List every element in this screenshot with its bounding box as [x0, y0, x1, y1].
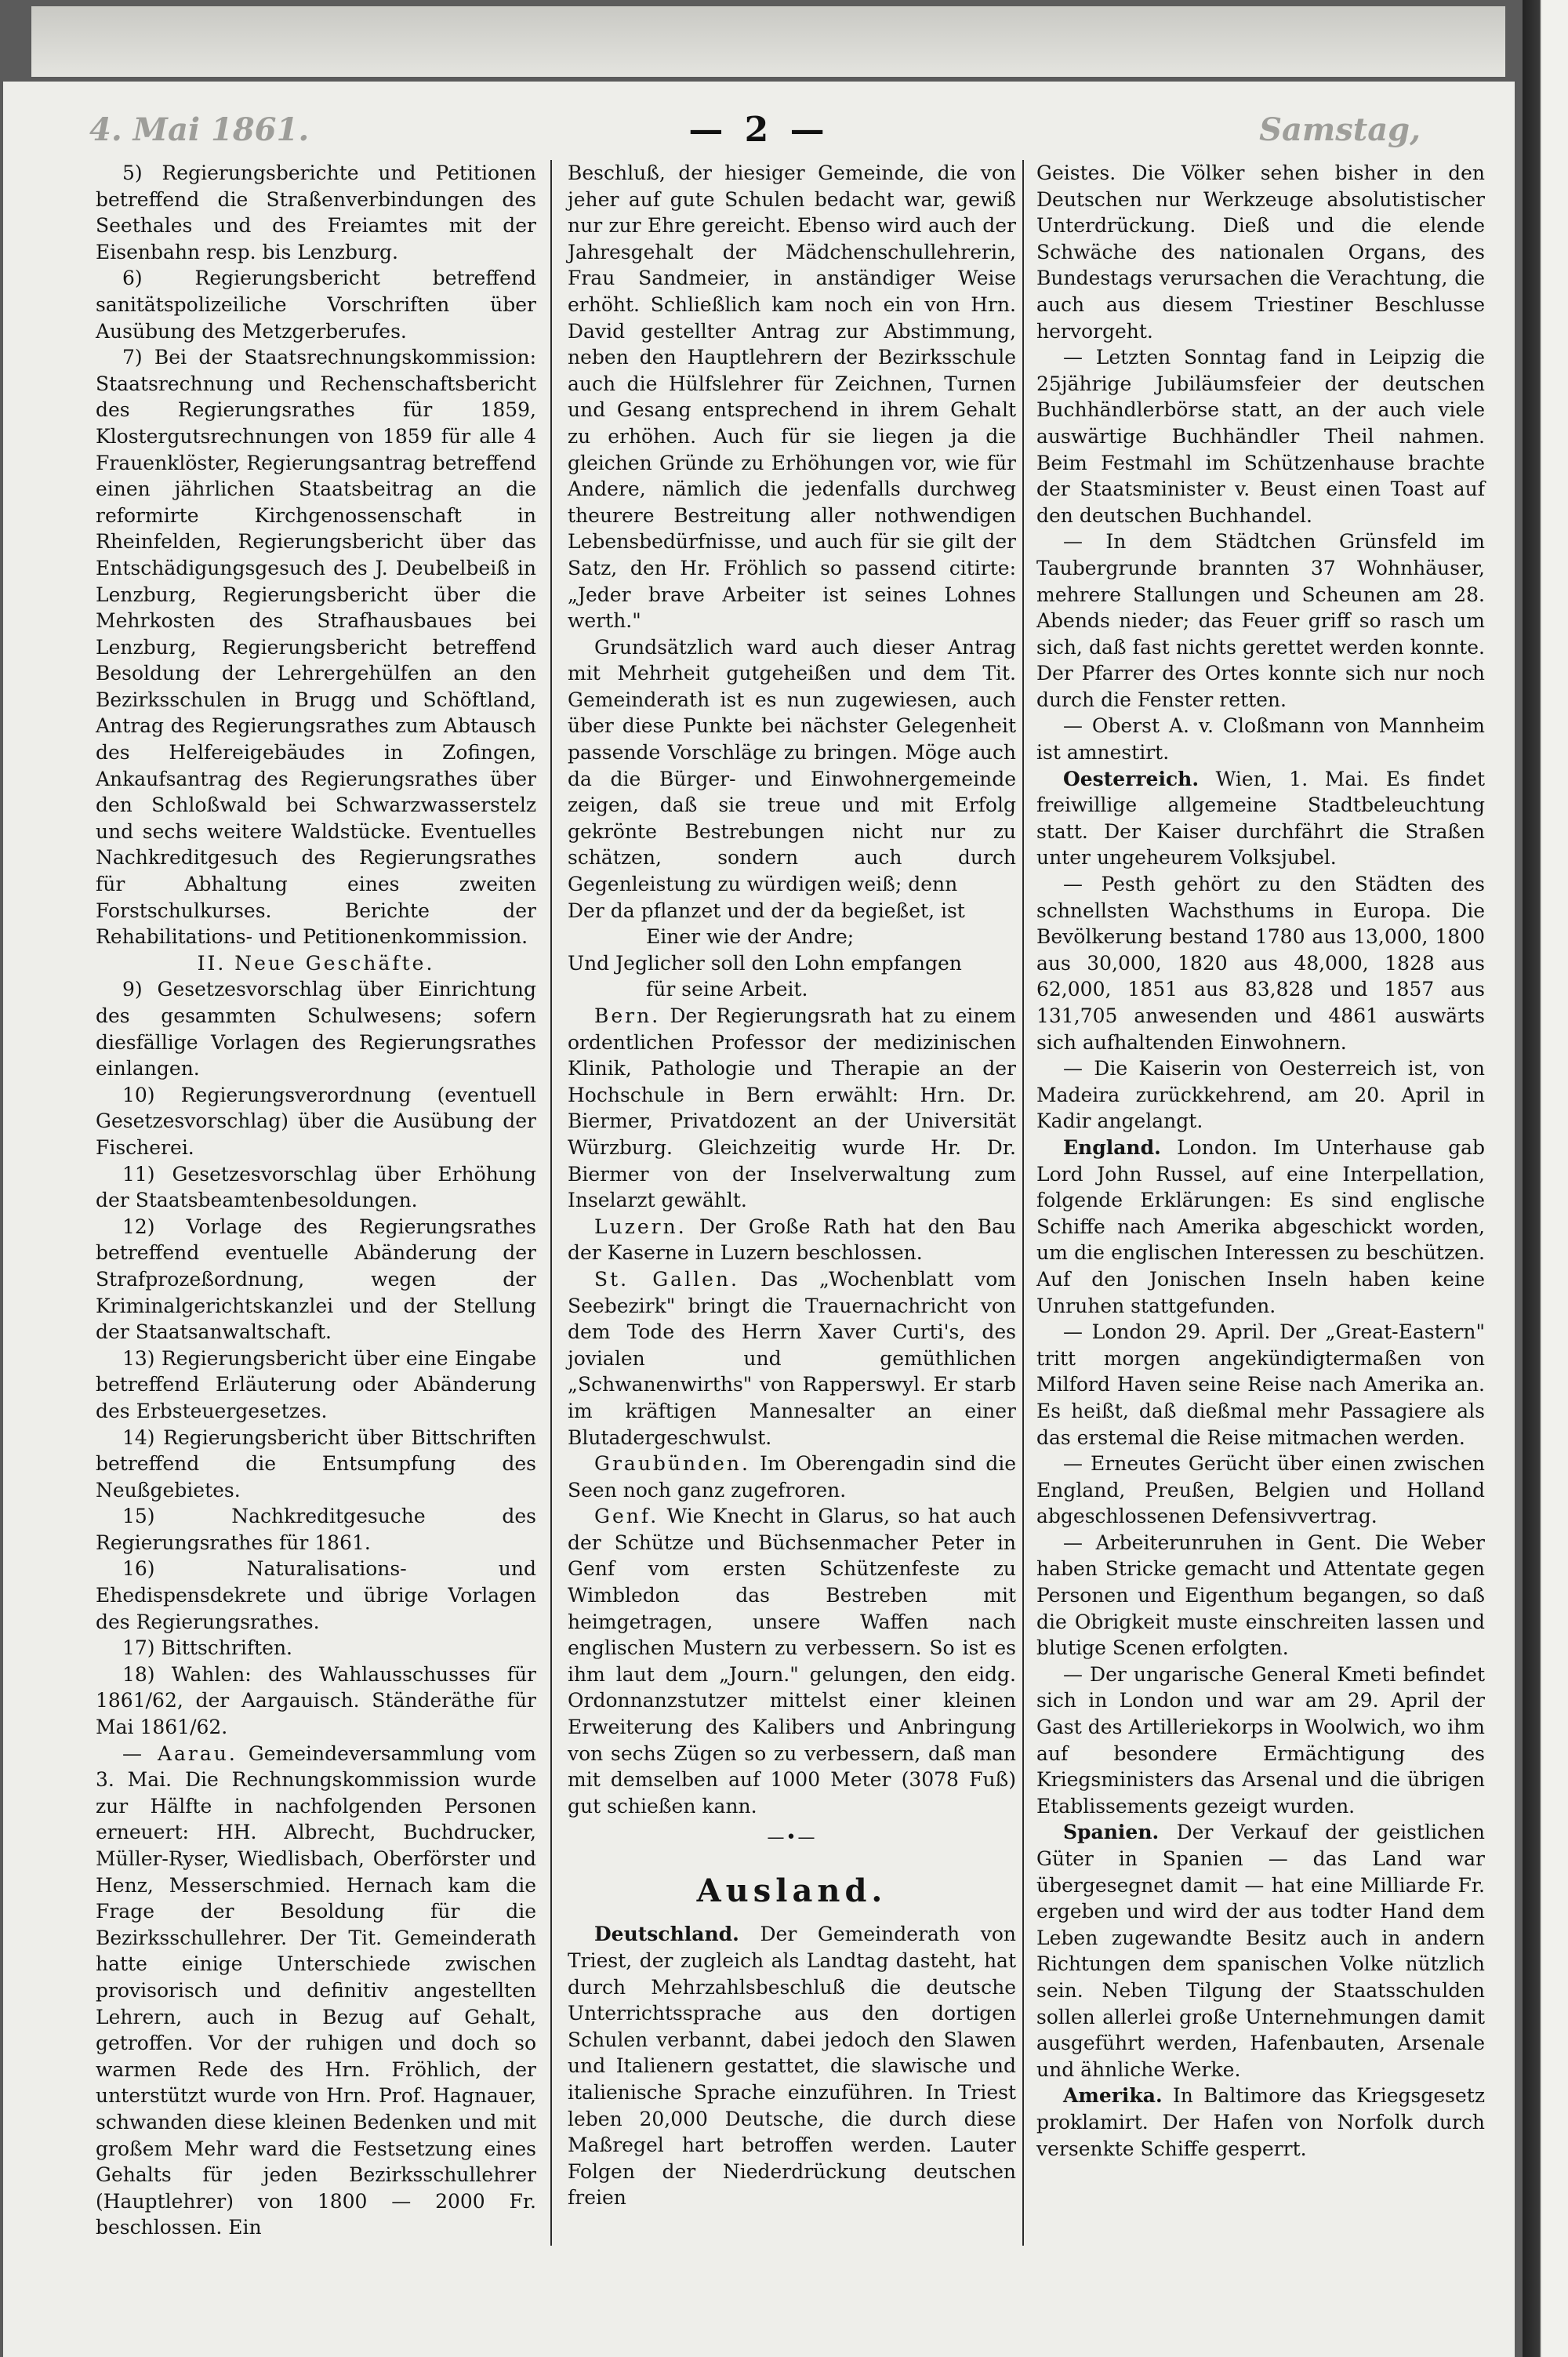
luzern-article — [568, 1214, 1016, 1266]
spanien-heading: Spanien. — [1063, 1821, 1160, 1844]
bleed-through-date: 4. Mai 1861. — [89, 111, 310, 148]
aarau-decision: Grundsätzlich ward auch dieser Antrag mit Mehrheit gutgeheißen und dem Tit. Gemeinderath ist es nun zugewiesen, auch über diese Punkte bei nächster Gelegenheit passende Vorschläge zu bringen. Möge auch da die Bürger- und Einwohnergemeinde zeigen, daß sie treue und mit Erfolg gekrönte Bestrebungen nicht nur zu schätzen, sondern auch durch Gegenleistung zu würdigen weiß; denn — [568, 635, 1016, 896]
verse-line-3: Und Jeglicher soll den Lohn empfangen — [568, 951, 962, 975]
genf-article — [568, 1503, 1016, 1819]
verse-line-4: für seine Arbeit. — [646, 978, 808, 1001]
bern-text: Der Regierungsrath hat zu einem ordentlichen Professor der medizinischen Klinik, Pathologie und Therapie an der Hochschule in Bern erwählt: Hrn. Dr. Biermer, Privatdozent an der Universität Würzburg. Gleichzeitig wurde Hr. Dr. Biermer von der Inselverwaltung zum Inselarzt gewählt. — [568, 1004, 1016, 1212]
agenda-item-9: 9) Gesetzesvorschlag über Einrichtung des gesammten Schulwesens; sofern diesfällige Vorlagen des Regierungsrathes einlangen. — [96, 978, 536, 1080]
amerika-article — [1036, 2083, 1485, 2162]
agenda-item-12: 12) Vorlage des Regierungsrathes betreffend eventuelle Abänderung der Strafprozeßordnung, wegen der Kriminalgerichtskanzlei und der Stellung der Staatsanwaltschaft. — [96, 1215, 536, 1344]
st-gallen-dateline: St. Gallen. — [594, 1267, 739, 1291]
gruensfeld-article: — In dem Städtchen Grünsfeld im Taubergrunde brannten 37 Wohnhäuser, mehrere Stallungen und Scheunen am 28. Abends nieder; das Feuer griff so rasch um sich, daß fast nichts gerettet werden konnte. Der Pfarrer des Ortes konnte sich nur noch durch die Fenster retten. — [1036, 530, 1485, 711]
page-number: — 2 — — [688, 110, 829, 150]
section-divider: —•— — [767, 1828, 817, 1848]
bern-article — [568, 1003, 1016, 1214]
genf-dateline: Genf. — [594, 1505, 659, 1528]
defensive-treaty-article: — Erneutes Gerücht über einen zwischen England, Preußen, Belgien und Holland abgeschlossenen Defensivvertrag. — [1036, 1452, 1485, 1528]
agenda-item-17: 17) Bittschriften. — [122, 1636, 292, 1660]
spanien-article — [1036, 1819, 1485, 2083]
agenda-item-11: 11) Gesetzesvorschlag über Erhöhung der Staatsbeamtenbesoldungen. — [96, 1162, 536, 1212]
aarau-continued: Beschluß, der hiesiger Gemeinde, die von jeher auf gute Schulen bedacht war, gewiß nur zur Ehre gereicht. Ebenso wird auch der Jahresgehalt der Mädchenschullehrerin, Frau Sandmeier, in anständiger Weise erhöht. Schließlich kam noch ein von Hrn. David gestellter Antrag zur Abstimmung, neben den Hauptlehrern der Bezirksschule auch die Hülfslehrer für Zeichnen, Turnen und Gesang entsprechend in ihrem Gehalt zu erhöhen. Auch für sie liegen ja die gleichen Gründe zu Erhöhungen vor, wie für Andere, nämlich die jedenfalls durchweg theurere Bestreitung aller nothwendigen Lebensbedürfnisse, und auch für sie gilt der Satz, den Hr. Fröhlich so passend citirte: „Jeder brave Arbeiter ist seines Lohnes werth." — [568, 162, 1016, 633]
column-rule-1 — [550, 160, 552, 2246]
verse-line-1: Der da pflanzet und der da begießet, ist — [568, 899, 965, 922]
deutschland-heading: Deutschland. — [594, 1923, 739, 1946]
kmeti-article: — Der ungarische General Kmeti befindet sich in London und war am 29. April der Gast des Artilleriekorps in Woolwich, wo ihm auf besondere Ermächtigung des Kriegsministers das Arsenal und die übrigen Etablissements gezeigt wurden. — [1036, 1662, 1485, 1818]
amnesty-article: — Oberst A. v. Cloßmann von Mannheim ist amnestirt. — [1036, 714, 1485, 764]
agenda-item-7: 7) Bei der Staatsrechnungskommission: Staatsrechnung und Rechenschaftsbericht des Regierungsrathes für 1859, Klostergutsrechnungen von 1859 für alle 4 Frauenklöster, Regierungsantrag betreffend einen jährlichen Staatsbeitrag an die reformirte Kirchgenossenschaft in Rheinfelden, Regierungsbericht über das Entschädigungsgesuch des J. Deubelbeiß in Lenzburg, Regierungsbericht über die Mehrkosten des Strafhausbaues bei Lenzburg, Regierungsbericht betreffend Besoldung der Lehrergehülfen an den Bezirksschulen in Brugg und Schöftland, Antrag des Regierungsrathes zum Abtausch des Helfereigebäudes in Zofingen, Ankaufsantrag des Regierungsrathes über den Schloßwald bei Schwarzwasserstelz und sechs weitere Waldstücke. Eventuelles Nachkreditgesuch des Regierungsrathes für Abhaltung eines zweiten Forstschulkurses. Berichte der Rehabilitations- und Petitionenkommission. — [96, 346, 536, 949]
aarau-article — [96, 1741, 536, 2241]
ausland-heading: Ausland. — [696, 1872, 887, 1910]
luzern-dateline: Luzern. — [594, 1215, 687, 1238]
agenda-item-13: 13) Regierungsbericht über eine Eingabe betreffend Erläuterung oder Abänderung des Erbsteuergesetzes. — [96, 1346, 536, 1422]
aarau-dateline: — Aarau. — [122, 1741, 238, 1765]
st-gallen-text: Das „Wochenblatt vom Seebezirk" bringt die Trauernachricht von dem Tode des Herrn Xaver Curti's, des jovialen und gemüthlichen „Schwanenwirths" von Rapperswyl. Er starb im kräftigen Mannesalter an einer Blutadergeschwulst. — [568, 1267, 1017, 1449]
agenda-item-10: 10) Regierungsverordnung (eventuell Gesetzesvorschlag) über die Ausübung der Fischerei. — [96, 1083, 536, 1159]
genf-text: Wie Knecht in Glarus, so hat auch der Schütze und Büchsenmacher Peter in Genf vom ersten Schützenfeste zu Wimbledon das Bestreben mit heimgetragen, unsere Waffen nach englischen Mustern zu verbessern. So ist es ihm laut dem „Journ." gelungen, den eidg. Ordonnanzstutzer mittelst einer kleinen Erweiterung des Kalibers und Anbringung von sechs Zügen so zu verbessern, daß man mit demselben auf 1000 Meter (3078 Fuß) gut schießen kann. — [568, 1505, 1016, 1818]
bern-dateline: Bern. — [594, 1004, 661, 1027]
section-heading-new-business: II. Neue Geschäfte. — [197, 951, 435, 975]
agenda-item-16: 16) Naturalisations- und Ehedispensdekrete und übrige Vorlagen des Regierungsrathes. — [96, 1557, 536, 1633]
luzern-text: Der Große Rath hat den Bau der Kaserne in Luzern beschlossen. — [568, 1215, 1016, 1265]
graubuenden-dateline: Graubünden. — [594, 1452, 750, 1476]
graubuenden-article — [568, 1451, 1016, 1503]
agenda-item-5: 5) Regierungsberichte und Petitionen betreffend die Straßenverbindungen des Seethales und des Freiamtes mit der Eisenbahn resp. bis Lenzburg. — [96, 162, 536, 263]
deutschland-text: Der Gemeinderath von Triest, der zugleich als Landtag dasteht, hat durch Mehrzahlsbeschluß die deutsche Unterrichtssprache aus den dortigen Schulen verbannt, dabei jedoch den Slawen und Italienern gestattet, die slawische und italienische Sprache einzuführen. In Triest leben 20,000 Deutsche, die durch diese Maßregel hart betroffen werden. Lauter Folgen der Niederdrückung deutschen freien — [568, 1923, 1016, 2210]
bleed-through-weekday: Samstag, — [1259, 111, 1421, 148]
england-article — [1036, 1135, 1485, 1319]
oesterreich-text: Wien, 1. Mai. Es findet freiwillige allgemeine Stadtbeleuchtung statt. Der Kaiser durchfährt die Straßen unter ungeheurem Volksjubel. — [1036, 767, 1485, 870]
leipzig-article: — Letzten Sonntag fand in Leipzig die 25jährige Jubiläumsfeier der deutschen Buchhändlerbörse statt, an der auch viele auswärtige Buchhändler Theil nahmen. Beim Festmahl im Schützenhause brachte der Staatsminister v. Beust einen Toast auf den deutschen Buchhandel. — [1036, 346, 1485, 527]
aarau-text: Gemeindeversammlung vom 3. Mai. Die Rechnungskommission wurde zur Hälfte in nachfolgenden Personen erneuert: HH. Albrecht, Buchdrucker, Müller-Ryser, Wiedlisbach, Oberförster und Henz, Messerschmied. Hernach kam die Frage der Besoldung für die Bezirksschullehrer. Der Tit. Gemeinderath hatte einige Unterschiede zwischen provisorisch und definitiv angestellten Lehrern, auch in Bezug auf Gehalt, getroffen. Vor der ruhigen und doch so warmen Rede des Hrn. Fröhlich, der unterstützt wurde von Hrn. Prof. Hagnauer, schwanden diese kleinen Bedenken und mit großem Mehr ward die Festsetzung eines Gehalts für jeden Bezirksschullehrer (Hauptlehrer) von 1800 — 2000 Fr. beschlossen. Ein — [96, 1741, 536, 2239]
agenda-item-15: 15) Nachkreditgesuche des Regierungsrathes für 1861. — [96, 1505, 536, 1554]
verse-line-2: Einer wie der Andre; — [646, 925, 855, 949]
column-rule-2 — [1022, 160, 1024, 2246]
newspaper-page — [3, 82, 1515, 2357]
great-eastern-article: — London 29. April. Der „Great-Eastern" tritt morgen angekündigtermaßen von Milford Haven seine Reise nach Amerika an. Es heißt, daß dießmal mehr Passagiere als das erstemal die Reise mitmachen werden. — [1036, 1320, 1485, 1449]
pesth-article: — Pesth gehört zu den Städten des schnellsten Wachsthums in Europa. Die Bevölkerung bestand 1780 aus 13,000, 1800 aus 30,000, 1820 aus 48,000, 1828 aus 62,000, 1851 aus 83,828 und 1857 aus 131,705 anwesenden und 4861 auswärts sich aufhaltenden Einwohnern. — [1036, 873, 1485, 1054]
gent-article: — Arbeiterunruhen in Gent. Die Weber haben Stricke gemacht und Attentate gegen Personen und Eigenthum begangen, so daß die Obrigkeit muste einschreiten lassen und blutige Scenen erfolgten. — [1036, 1531, 1485, 1660]
amerika-heading: Amerika. — [1063, 2084, 1163, 2108]
agenda-item-6: 6) Regierungsbericht betreffend sanitätspolizeiliche Vorschriften über Ausübung des Metzgerberufes. — [96, 267, 536, 343]
agenda-item-18: 18) Wahlen: des Wahlausschusses für 1861/62, der Aargauisch. Ständeräthe für Mai 1861/62. — [96, 1662, 536, 1739]
graubuenden-text: Im Oberengadin sind die Seen noch ganz zugefroren. — [568, 1452, 1016, 1502]
column-3 — [1036, 160, 1485, 2162]
adjacent-page-edge — [1523, 0, 1568, 2357]
deutschland-article — [568, 1921, 1016, 2211]
deutschland-continued: Geistes. Die Völker sehen bisher in den Deutschen nur Werkzeuge absolutistischer Unterdrückung. Dieß und die elende Schwäche des nationalen Organs, des Bundestags verursachen die Verachtung, die auch aus diesem Triestiner Beschlusse hervorgeht. — [1036, 162, 1485, 343]
oesterreich-article — [1036, 766, 1485, 871]
agenda-item-14: 14) Regierungsbericht über Bittschriften betreffend die Entsumpfung des Neußgebietes. — [96, 1425, 536, 1502]
column-2 — [568, 160, 1016, 2211]
column-1 — [96, 160, 536, 2241]
amerika-text: In Baltimore das Kriegsgesetz proklamirt. Der Hafen von Norfolk durch versenkte Schiffe gesperrt. — [1036, 2084, 1485, 2160]
england-heading: England. — [1063, 1135, 1161, 1159]
bleed-through-band — [31, 6, 1505, 77]
kaiserin-article: — Die Kaiserin von Oesterreich ist, von Madeira zurückkehrend, am 20. April in Kadir angelangt. — [1036, 1057, 1485, 1133]
spanien-text: Der Verkauf der geistlichen Güter in Spanien — das Land war übergesegnet damit — hat eine Milliarde Fr. ergeben und wird der aus todter Hand dem Leben zugewandte Besitz auch in andern Richtungen dem spanischen Volke nützlich sein. Neben Tilgung der Staatsschulden sollen allerlei große Unternehmungen damit ausgeführt werden, Hafenbauten, Arsenale und ähnliche Werke. — [1036, 1821, 1485, 2081]
oesterreich-heading: Oesterreich. — [1063, 767, 1200, 790]
st-gallen-article — [568, 1266, 1016, 1451]
england-text: London. Im Unterhause gab Lord John Russel, auf eine Interpellation, folgende Erklärungen: Es sind englische Schiffe nach Amerika abgeschickt worden, um die englischen Interessen zu beschützen. Auf den Jonischen Inseln haben keine Unruhen stattgefunden. — [1036, 1135, 1485, 1317]
